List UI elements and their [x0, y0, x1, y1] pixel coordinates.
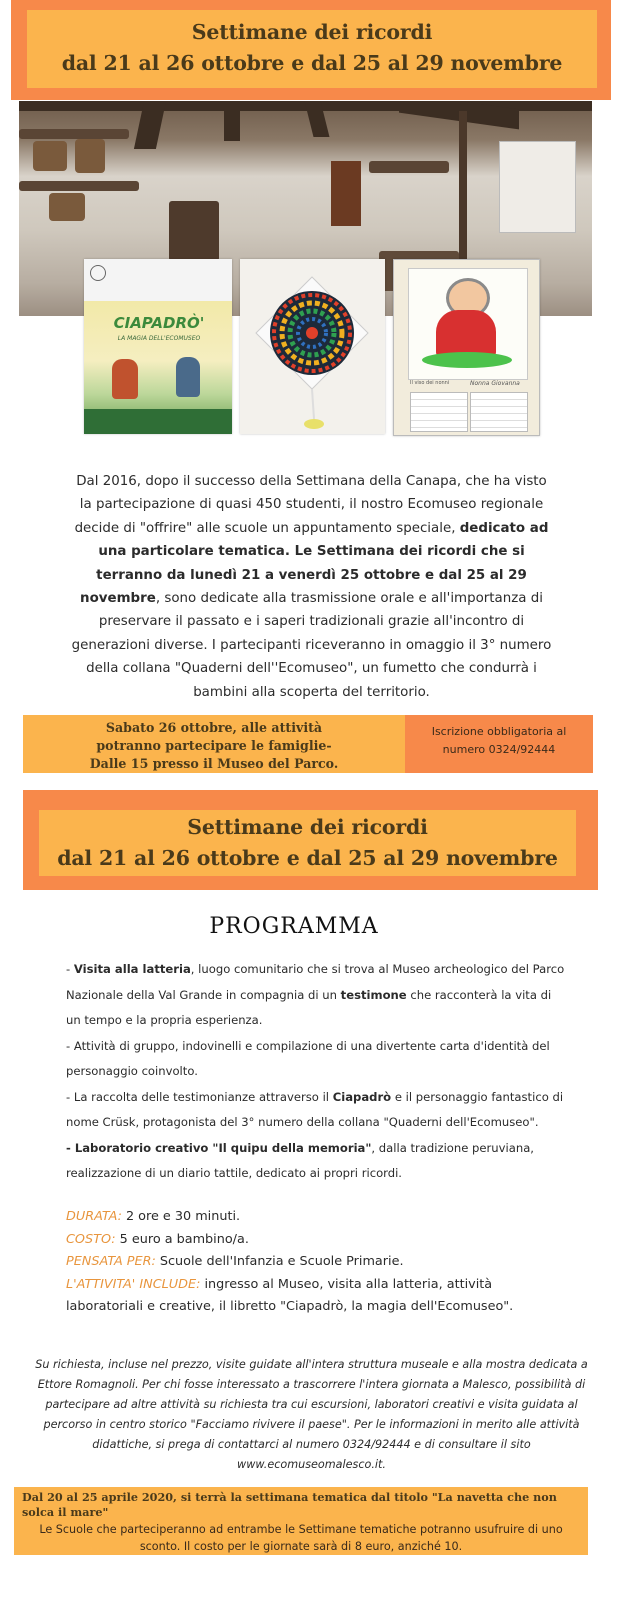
- program-item-workshop: - Laboratorio creativo "Il quipu della memoria", dalla tradizione peruviana, realizzazione di un diario tattile, dedicato ai propri ricordi.: [66, 1140, 534, 1180]
- footer-discount: Le Scuole che parteciperanno ad entrambe le Settimane tematiche potranno usufruire di uno sconto. Il costo per le giornate sarà di 8 euro, anziché 10.: [39, 1523, 563, 1553]
- book-subtitle: LA MAGIA DELL'ECOMUSEO: [117, 335, 201, 342]
- intro-text-2: , sono dedicate alla trasmissione orale e all'importanza di preservare il passato e i saperi tradizionali grazie all'incontro di generazioni diverse. I partecipanti riceveranno in omaggio il 3° numero della collana "Quaderni dell''Ecomuseo", un fumetto che condurrà i bambini alla scoperta del territorio.: [71, 591, 552, 700]
- program-list: [66, 957, 566, 1187]
- book-cover-card: [84, 259, 232, 434]
- details-block: [66, 1206, 566, 1319]
- program-item-collection: - La raccolta delle testimonianze attraverso il Ciapadrò e il personaggio fantastico di nome Crüsk, protagonista del 3° numero della collana "Quaderni dell'Ecomuseo".: [66, 1089, 564, 1129]
- header-banner-outer: [11, 0, 611, 100]
- program-item-visit: - Visita alla latteria, luogo comunitario che si trova al Museo archeologico del Parco Nazionale della Val Grande in compagnia di un testimone che racconterà la vita di un tempo e la propria esperienza.: [66, 962, 565, 1027]
- grandma-body: [436, 310, 496, 358]
- grandma-drawing-card: [393, 259, 540, 436]
- program-item-group: - Attività di gruppo, indovinelli e compilazione di una divertente carta d'identità del personaggio coinvolto.: [66, 1038, 550, 1078]
- book-title: CIAPADRÒ': [113, 314, 205, 332]
- intro-bold: dedicato ad una particolare tematica. Le Settimana dei ricordi che si terranno da lunedì 21 a venerdì 25 ottobre e dal 25 al 29 novembre: [80, 520, 549, 607]
- registration-box: [405, 715, 593, 773]
- family-activity-text: Sabato 26 ottobre, alle attività potranno partecipare le famiglie- Dalle 15 presso il Museo del Parco.: [89, 720, 339, 771]
- banner-dates: dal 21 al 26 ottobre e dal 25 al 29 novembre: [61, 51, 563, 75]
- registration-text: Iscrizione obbligatoria al numero 0324/92444: [431, 725, 567, 756]
- program-banner-outer: [23, 790, 598, 890]
- detail-audience: PENSATA PER: Scuole dell'Infanzia e Scuole Primarie.: [66, 1254, 404, 1269]
- program-title: PROGRAMMA: [209, 914, 379, 939]
- info-note: Su richiesta, incluse nel prezzo, visite guidate all'intera struttura museale e alla mostra dedicata a Ettore Romagnoli. Per chi fosse interessato a trascorrere l'intera giornata a Malesco, possibilità di partecipare ad altre attività su richiesta tra cui escursioni, laboratori creativi e visita guidata al percorso in centro storico "Facciamo rivivere il paese". Per le informazioni in merito alle attività didattiche, si prega di contattarci al numero 0324/92444 e di consultare il sito www.ecomuseomalesco.it.: [35, 1358, 588, 1471]
- family-activity-box: [23, 715, 405, 773]
- header-banner: [27, 10, 597, 88]
- grandma-label-left: Il viso dei nonni: [410, 380, 450, 386]
- program-banner-title: Settimane dei ricordi: [187, 815, 428, 839]
- detail-includes: L'ATTIVITA' INCLUDE: ingresso al Museo, visita alla latteria, attività laboratoriali e creative, il libretto "Ciapadrò, la magia dell'Ecomuseo".: [66, 1276, 514, 1314]
- banner-title: Settimane dei ricordi: [191, 20, 433, 44]
- footer-event: Dal 20 al 25 aprile 2020, si terrà la settimana tematica dal titolo "La navetta che non solca il mare": [22, 1490, 557, 1519]
- character-figure-2: [176, 357, 200, 397]
- character-figure: [112, 359, 138, 399]
- program-banner: [39, 810, 576, 876]
- detail-duration: DURATA: 2 ore e 30 minuti.: [66, 1209, 241, 1224]
- target-logo-icon: [90, 265, 106, 281]
- intro-text-1: Dal 2016, dopo il successo della Settimana della Canapa, che ha visto la partecipazione di quasi 450 studenti, il nostro Ecomuseo regionale decide di "offrire" alle scuole un appuntamento speciale,: [74, 474, 547, 536]
- intro-paragraph: [70, 470, 553, 704]
- mandala-icon: [240, 259, 385, 434]
- mandala-card: [240, 259, 385, 434]
- footer-box: [14, 1487, 588, 1555]
- program-banner-dates: dal 21 al 26 ottobre e dal 25 al 29 novembre: [57, 846, 558, 870]
- detail-cost: COSTO: 5 euro a bambino/a.: [66, 1231, 249, 1247]
- grandma-label-right: Nonna Giovanna: [470, 380, 520, 387]
